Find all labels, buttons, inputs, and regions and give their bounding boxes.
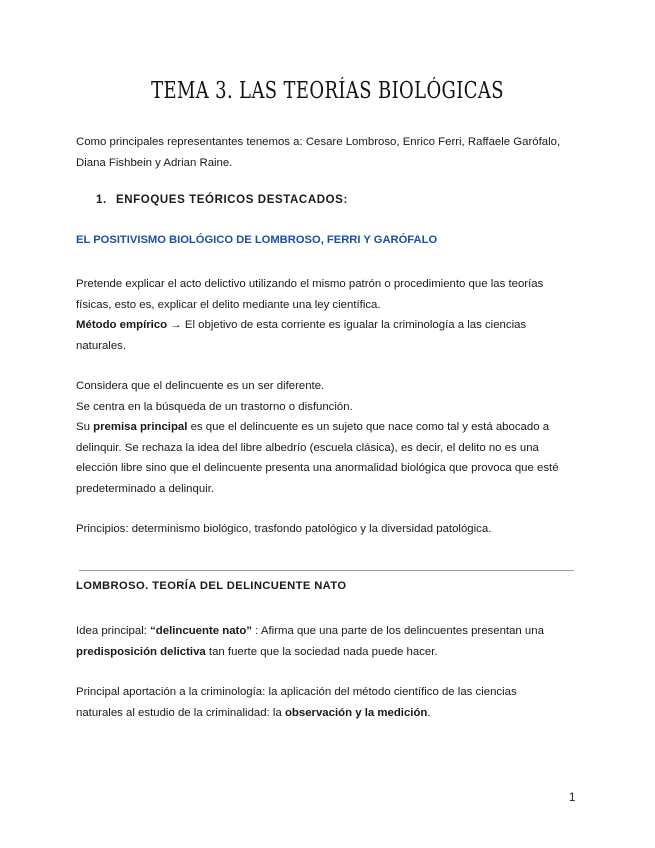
page-title: TEMA 3. LAS TEORÍAS BIOLÓGICAS [151,78,504,104]
text-span: : Afirma que una parte de los delincuentes presentan una [252,625,544,637]
lombroso-idea-paragraph [76,621,586,662]
section-number: 1. [96,194,107,206]
text-span: naturales al estudio de la criminalidad: la [76,706,285,719]
text-line: delinquir. Se rechaza la idea del libre albedrío (escuela clásica), es decir, el delito no es una [76,441,539,454]
bold-term: “delincuente nato” [150,625,252,637]
subsection-heading-lombroso: LOMBROSO. TEORÍA DEL DELINCUENTE NATO [76,580,347,592]
section-heading [96,194,348,206]
horizontal-divider [79,570,574,571]
bold-term: Método empírico [76,319,168,331]
bold-term: predisposición delictiva [76,645,206,658]
bold-term: observación y la medición [284,706,428,719]
lombroso-aportacion-paragraph [76,682,586,723]
text-line [76,315,586,336]
text-span: es que el delincuente es un sujeto que nace como tal y está abocado a [187,421,550,433]
text-line: elección libre sino que el delincuente presenta una anormalidad biológica que provoca que esté [76,462,559,474]
page-number: 1 [569,792,576,804]
text-line [76,621,586,642]
intro-line: Diana Fishbein y Adrian Raine. [76,156,233,169]
text-line [76,703,586,724]
positivismo-paragraph-2 [76,376,586,499]
bold-term: premisa principal [93,421,188,433]
text-line: predeterminado a delinquir. [76,482,215,495]
text-line: naturales. [76,339,127,352]
text-line [76,642,586,663]
text-span: Su [76,421,94,433]
text-line: Principal aportación a la criminología: la aplicación del método científico de las ciencias [76,686,517,698]
text-line: físicas, esto es, explicar el delito mediante una ley científica. [76,298,381,311]
subsection-heading-positivismo: EL POSITIVISMO BIOLÓGICO DE LOMBROSO, FERRI Y GARÓFALO [76,234,438,246]
text-line: Considera que el delincuente es un ser diferente. [76,380,325,392]
text-line: Pretende explicar el acto delictivo utilizando el mismo patrón o procedimiento que las teorías [76,278,544,290]
text-line [76,417,586,438]
positivismo-paragraph-3: Principios: determinismo biológico, trasfondo patológico y la diversidad patológica. [76,523,492,535]
intro-line: Como principales representantes tenemos a: Cesare Lombroso, Enrico Ferri, Raffaele Garófalo, [76,136,561,148]
text-span: . [427,706,431,719]
intro-paragraph [76,132,586,173]
positivismo-paragraph-1 [76,274,586,356]
text-span: Idea principal: [76,625,151,637]
text-span: → El objetivo de esta corriente es igualar la criminología a las ciencias [167,319,527,331]
text-line: Se centra en la búsqueda de un trastorno o disfunción. [76,400,353,413]
section-title: ENFOQUES TEÓRICOS DESTACADOS: [116,194,348,206]
text-span: tan fuerte que la sociedad nada puede hacer. [205,645,438,658]
